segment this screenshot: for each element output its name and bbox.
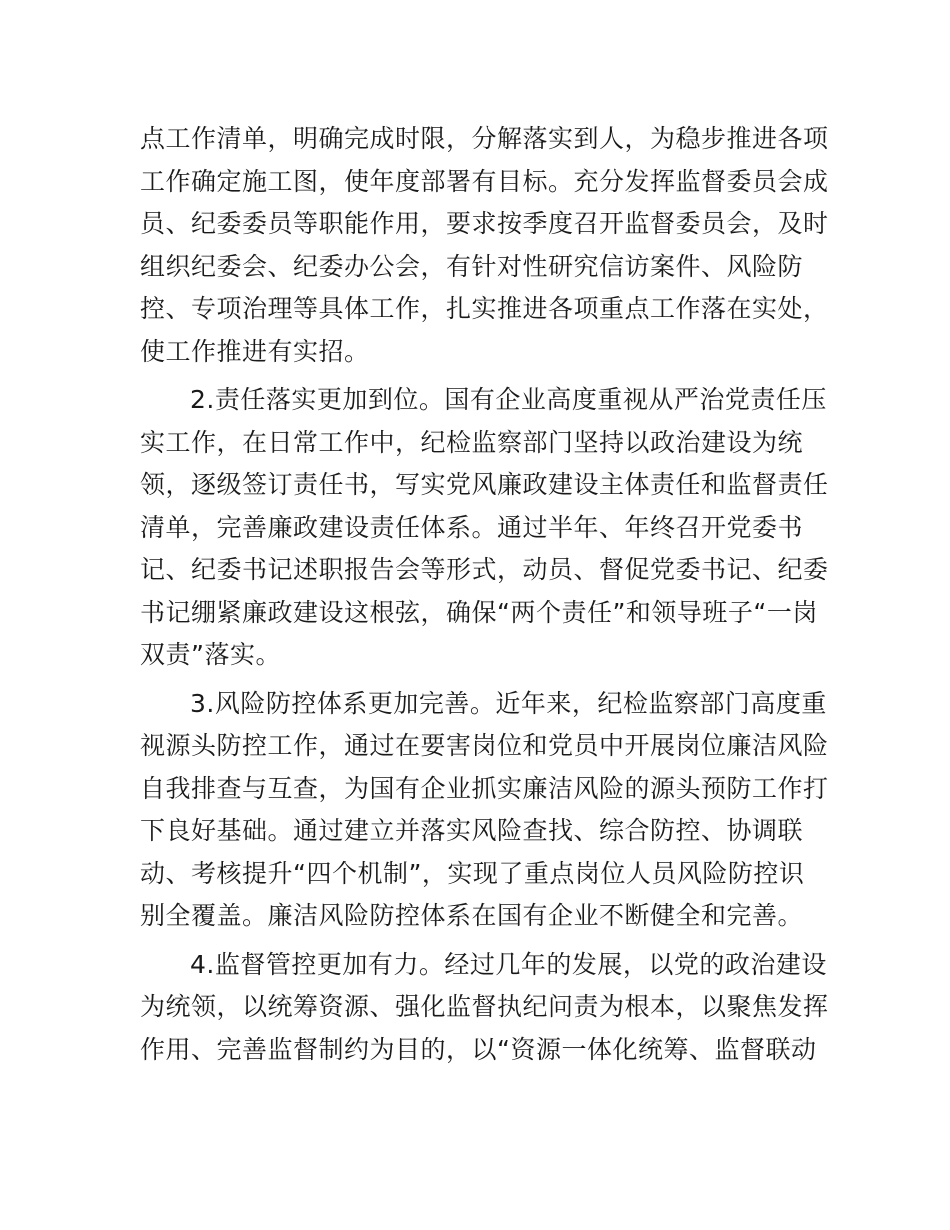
paragraph-4 bbox=[140, 944, 829, 1072]
text-line: 双责”落实。 bbox=[140, 640, 281, 669]
text-line: 清单，完善廉政建设责任体系。通过半年、年终召开党委书 bbox=[140, 512, 804, 542]
text-line: 动、考核提升“四个机制”，实现了重点岗位人员风险防控识 bbox=[140, 858, 805, 888]
text-line: 3.风险防控体系更加完善。近年来，纪检监察部门高度重 bbox=[190, 688, 827, 718]
text-line: 4.监督管控更加有力。经过几年的发展，以党的政治建设 bbox=[190, 949, 827, 979]
text-line: 员、纪委委员等职能作用，要求按季度召开监督委员会，及时 bbox=[140, 209, 829, 238]
text-line: 领，逐级签订责任书，写实党风廉政建设主体责任和监督责任 bbox=[140, 470, 829, 499]
text-line: 下良好基础。通过建立并落实风险查找、综合防控、协调联 bbox=[140, 816, 804, 845]
text-line: 别全覆盖。廉洁风险防控体系在国有企业不断健全和完善。 bbox=[140, 901, 804, 930]
document-body bbox=[140, 118, 829, 1077]
text-line: 2.责任落实更加到位。国有企业高度重视从严治党责任压 bbox=[190, 385, 827, 414]
text-line: 使工作推进有实招。 bbox=[140, 336, 370, 366]
text-line: 记、纪委书记述职报告会等形式，动员、督促党委书记、纪委 bbox=[140, 555, 829, 584]
paragraph-1 bbox=[140, 118, 829, 373]
paragraph-3 bbox=[140, 683, 829, 938]
text-line: 视源头防控工作，通过在要害岗位和党员中开展岗位廉洁风险 bbox=[140, 731, 829, 760]
text-line: 点工作清单，明确完成时限，分解落实到人，为稳步推进各项 bbox=[140, 124, 829, 153]
text-line: 为统领，以统筹资源、强化监督执纪问责为根本，以聚焦发挥 bbox=[140, 992, 829, 1021]
text-line: 自我排查与互查，为国有企业抓实廉洁风险的源头预防工作打 bbox=[140, 773, 829, 803]
text-line: 控、专项治理等具体工作，扎实推进各项重点工作落在实处， bbox=[140, 294, 829, 323]
text-line: 实工作，在日常工作中，纪检监察部门坚持以政治建设为统 bbox=[140, 427, 804, 457]
text-line: 工作确定施工图，使年度部署有目标。充分发挥监督委员会成 bbox=[140, 166, 829, 196]
text-line: 组织纪委会、纪委办公会，有针对性研究信访案件、风险防 bbox=[140, 251, 804, 281]
paragraph-2 bbox=[140, 379, 829, 677]
text-line: 作用、完善监督制约为目的，以“资源一体化统筹、监督联动 bbox=[140, 1034, 817, 1064]
text-line: 书记绷紧廉政建设这根弦，确保“两个责任”和领导班子“一岗 bbox=[140, 597, 818, 627]
